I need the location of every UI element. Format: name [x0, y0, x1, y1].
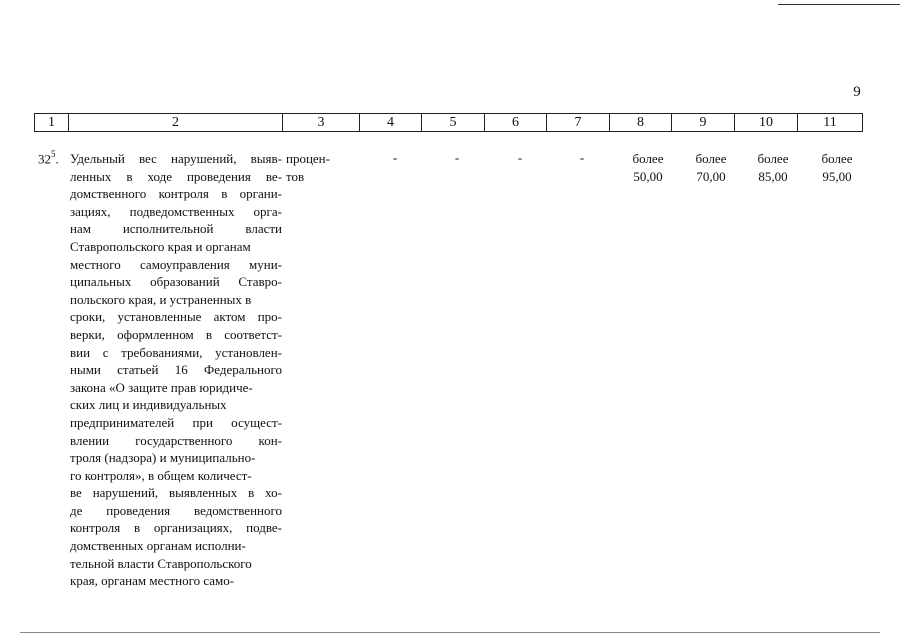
header-cell-1: 1	[35, 114, 69, 131]
description-line: верки, оформленном в соответст-	[70, 326, 282, 342]
header-cell-10: 10	[735, 114, 798, 131]
cell-col11	[807, 150, 867, 185]
header-cell-8: 8	[610, 114, 672, 131]
description-line: ленных в ходе проведения ве-	[70, 168, 282, 184]
scan-artifact-top	[778, 4, 900, 5]
description-line: ципальных образований Ставро-	[70, 274, 282, 290]
cell-col9-label: более	[695, 151, 727, 166]
cell-col7: -	[579, 150, 585, 165]
cell-col4: -	[392, 150, 398, 165]
description-line: тельной власти Ставропольского	[70, 555, 252, 571]
header-cell-7: 7	[547, 114, 610, 131]
header-cell-5: 5	[422, 114, 485, 131]
page-number: 9	[853, 84, 861, 100]
unit-line: тов	[286, 168, 305, 184]
description-line: влении государственного кон-	[70, 432, 282, 448]
description-line: домственного контроля в органи-	[70, 186, 282, 202]
header-cell-3: 3	[283, 114, 360, 131]
cell-col8-label: более	[632, 151, 664, 166]
description-line: домственных органам исполни-	[70, 538, 246, 554]
table-header-row	[34, 113, 863, 132]
header-cell-4: 4	[360, 114, 422, 131]
cell-col9	[681, 150, 741, 185]
description-line: контроля в организациях, подве-	[70, 520, 282, 536]
description-line: ными статьей 16 Федерального	[70, 362, 282, 378]
description-line: ских лиц и индивидуальных	[70, 397, 227, 413]
description-line: местного самоуправления муни-	[70, 256, 282, 272]
description-line: Ставропольского края и органам	[70, 238, 251, 254]
description-line: вии с требованиями, установлен-	[70, 344, 282, 360]
description-line: зациях, подведомственных орга-	[70, 203, 282, 219]
cell-col8-value: 50,00	[633, 168, 663, 184]
description-line: Удельный вес нарушений, выяв-	[70, 151, 282, 166]
header-cell-6: 6	[485, 114, 547, 131]
cell-col10	[743, 150, 803, 185]
row-number-superscript: 5	[51, 149, 56, 159]
header-cell-2: 2	[69, 114, 283, 131]
description-line: ве нарушений, выявленных в хо-	[70, 485, 282, 501]
row-unit	[286, 150, 346, 185]
description-line: де проведения ведомственного	[70, 502, 282, 518]
cell-col10-label: более	[757, 151, 789, 166]
header-cell-11: 11	[823, 115, 837, 130]
row-description	[70, 150, 282, 590]
cell-col6: -	[517, 150, 523, 165]
header-cell-9: 9	[672, 114, 735, 131]
row-number: $32^5$.	[38, 149, 59, 167]
description-line: троля (надзора) и муниципально-	[70, 450, 256, 466]
description-line: польского края, и устраненных в	[70, 291, 252, 307]
description-line: нам исполнительной власти	[70, 221, 282, 237]
description-line: закона «О защите прав юридиче-	[70, 379, 253, 395]
cell-col11-label: более	[821, 151, 853, 166]
description-line: края, органам местного само-	[70, 573, 235, 589]
cell-col11-value: 95,00	[822, 168, 852, 184]
scan-artifact-bottom	[20, 632, 880, 633]
description-line: предпринимателей при осущест-	[70, 414, 282, 430]
cell-col5: -	[454, 150, 460, 165]
cell-col9-value: 70,00	[696, 168, 726, 184]
description-line: сроки, установленные актом про-	[70, 309, 282, 325]
cell-col10-value: 85,00	[758, 168, 788, 184]
description-line: го контроля», в общем количест-	[70, 467, 252, 483]
unit-line: процен-	[286, 151, 330, 166]
cell-col8	[618, 150, 678, 185]
